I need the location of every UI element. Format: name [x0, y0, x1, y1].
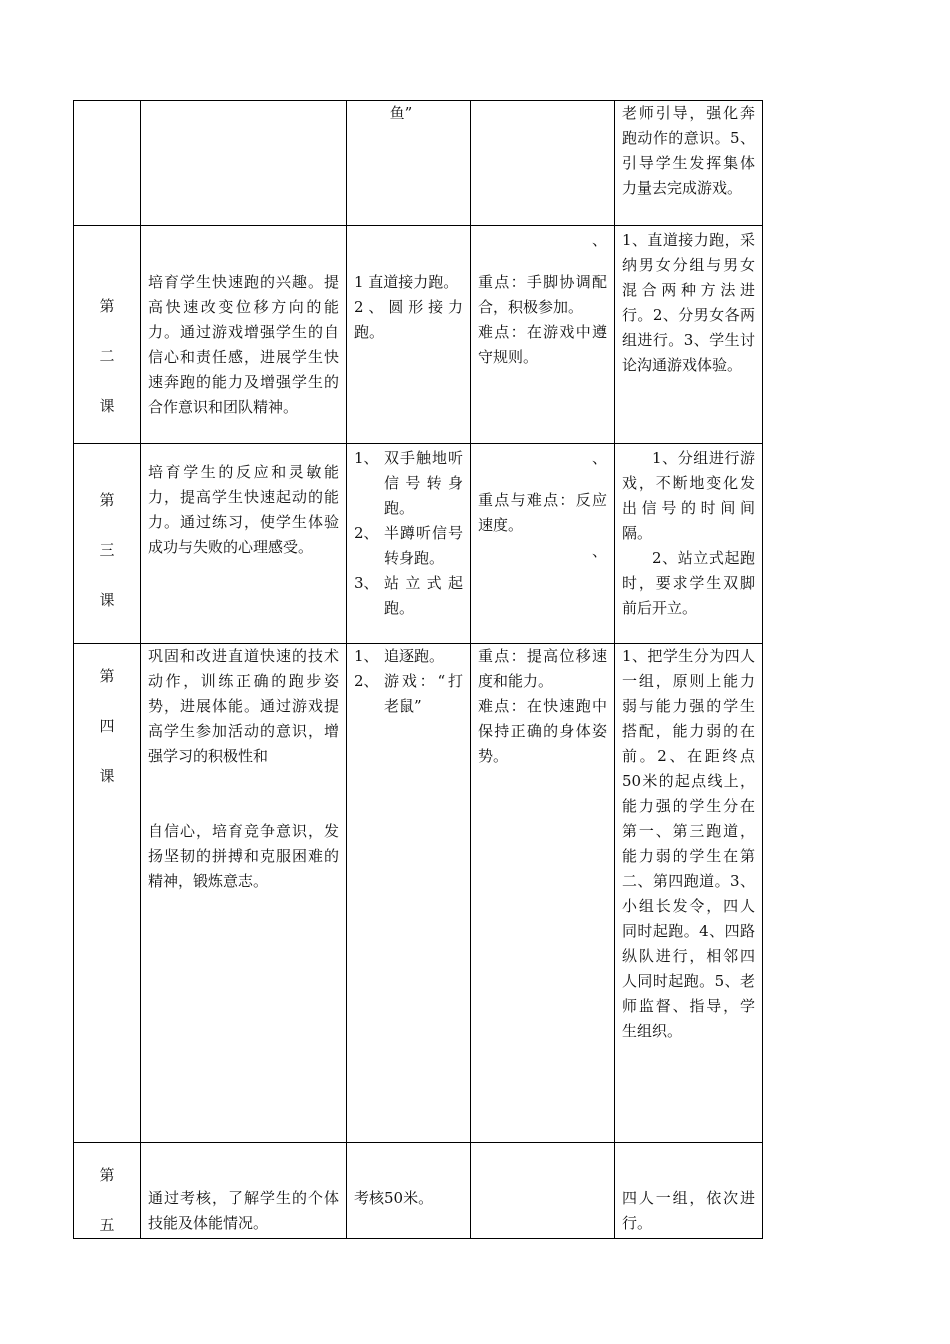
goal-cell [141, 101, 347, 226]
key-point: 重点：提高位移速度和能力。 [478, 647, 607, 690]
method-text: 1、把学生分为四人一组，原则上能力弱与能力强的学生搭配，能力弱的在前。2、在距终点50米的起点线上，能力强的学生分在第一、第三跑道，能力弱的学生在第二、第四跑道。3、小组长发令，四人同时起跑。4、四路纵队进行，相邻四人同时起跑。5、老师监督、指导，学生组织。 [622, 647, 755, 1040]
item-text: 站立式起跑。 [384, 574, 463, 617]
goal-text-continued: 自信心，培育竞争意识，发扬坚韧的拼搏和克服困难的精神，锻炼意志。 [148, 822, 339, 890]
method-cell [615, 226, 763, 444]
lesson-char: 四 [99, 717, 115, 735]
content-item: 考核50米。 [354, 1189, 434, 1207]
content-item [354, 644, 463, 669]
lesson-char: 第 [99, 297, 115, 315]
table-row [74, 1143, 763, 1239]
content-item: 1 直道接力跑。 [354, 273, 459, 291]
lesson-char: 课 [99, 591, 115, 609]
item-text: 追逐跑。 [384, 647, 445, 665]
lesson-char: 课 [99, 767, 115, 785]
lesson-cell [74, 226, 141, 444]
method-text: 1、分组进行游戏，不断地变化发出信号的时间间隔。 [622, 449, 755, 542]
table-row [74, 226, 763, 444]
lesson-cell [74, 101, 141, 226]
method-cell [615, 1143, 763, 1239]
goal-text: 通过考核，了解学生的个体技能及体能情况。 [148, 1189, 339, 1232]
key-cell [471, 101, 615, 226]
content-text: 鱼” [389, 104, 413, 122]
goal-cell [141, 226, 347, 444]
method-cell [615, 101, 763, 226]
content-cell [347, 1143, 471, 1239]
goal-text: 培育学生快速跑的兴趣。提高快速改变位移方向的能力。通过游戏增强学生的自信心和责任感，进展学生快速奔跑的能力及增强学生的合作意识和团队精神。 [148, 273, 339, 416]
key-cell [471, 444, 615, 644]
lesson-char: 第 [99, 1166, 115, 1184]
method-text: 1、直道接力跑，采纳男女分组与男女混合两种方法进行。2、分男女各两组进行。3、学生讨论沟通游戏体验。 [622, 231, 755, 374]
key-point: 重点：手脚协调配合，积极参加。 [478, 273, 607, 316]
item-number: 1、 [354, 449, 379, 467]
method-cell [615, 644, 763, 1143]
item-number: 1、 [354, 647, 379, 665]
content-cell [347, 101, 471, 226]
comma-mark: 、 [591, 449, 607, 467]
lesson-cell [74, 1143, 141, 1239]
content-cell [347, 444, 471, 644]
item-text: 双手触地听信号转身跑。 [384, 449, 463, 517]
goal-text: 巩固和改进直道快速的技术动作，训练正确的跑步姿势，进展体能。通过游戏提高学生参加活动的意识，增强学习的积极性和 [148, 647, 339, 765]
method-text: 2、站立式起跑时，要求学生双脚前后开立。 [622, 549, 755, 617]
content-cell [347, 226, 471, 444]
method-cell [615, 444, 763, 644]
lesson-char: 第 [99, 491, 115, 509]
key-cell [471, 644, 615, 1143]
content-item [354, 521, 463, 571]
lesson-char: 二 [99, 347, 115, 365]
lesson-cell [74, 444, 141, 644]
lesson-char: 五 [99, 1216, 115, 1234]
item-text: 半蹲听信号转身跑。 [384, 524, 463, 567]
content-item [354, 669, 463, 719]
key-cell [471, 226, 615, 444]
item-number: 2、 [354, 672, 379, 690]
item-number: 2、 [354, 524, 379, 542]
content-item: 2、圆形接力跑。 [354, 298, 463, 341]
item-text: 游戏：“打老鼠” [384, 672, 463, 715]
content-item [354, 446, 463, 521]
lesson-char: 三 [99, 541, 115, 559]
goal-text: 培育学生的反应和灵敏能力，提高学生快速起动的能力。通过练习，使学生体验成功与失败的心理感受。 [148, 463, 339, 556]
key-cell [471, 1143, 615, 1239]
lesson-char: 课 [99, 397, 115, 415]
item-number: 3、 [354, 574, 379, 592]
lesson-char: 第 [99, 667, 115, 685]
goal-cell [141, 444, 347, 644]
method-text: 四人一组，依次进行。 [622, 1189, 755, 1232]
difficulty-point: 难点：在快速跑中保持正确的身体姿势。 [478, 697, 607, 765]
difficulty-point: 难点：在游戏中遵守规则。 [478, 323, 607, 366]
table-row [74, 444, 763, 644]
comma-mark: 、 [591, 231, 607, 249]
key-point: 重点与难点：反应速度。 [478, 491, 607, 534]
table-row [74, 101, 763, 226]
comma-mark: 、 [591, 542, 607, 560]
content-item [354, 571, 463, 621]
method-text: 老师引导，强化奔跑动作的意识。5、引导学生发挥集体力量去完成游戏。 [622, 104, 755, 197]
lesson-cell [74, 644, 141, 1143]
goal-cell [141, 644, 347, 1143]
lesson-plan-table [73, 100, 763, 1239]
content-cell [347, 644, 471, 1143]
table-row [74, 644, 763, 1143]
goal-cell [141, 1143, 347, 1239]
